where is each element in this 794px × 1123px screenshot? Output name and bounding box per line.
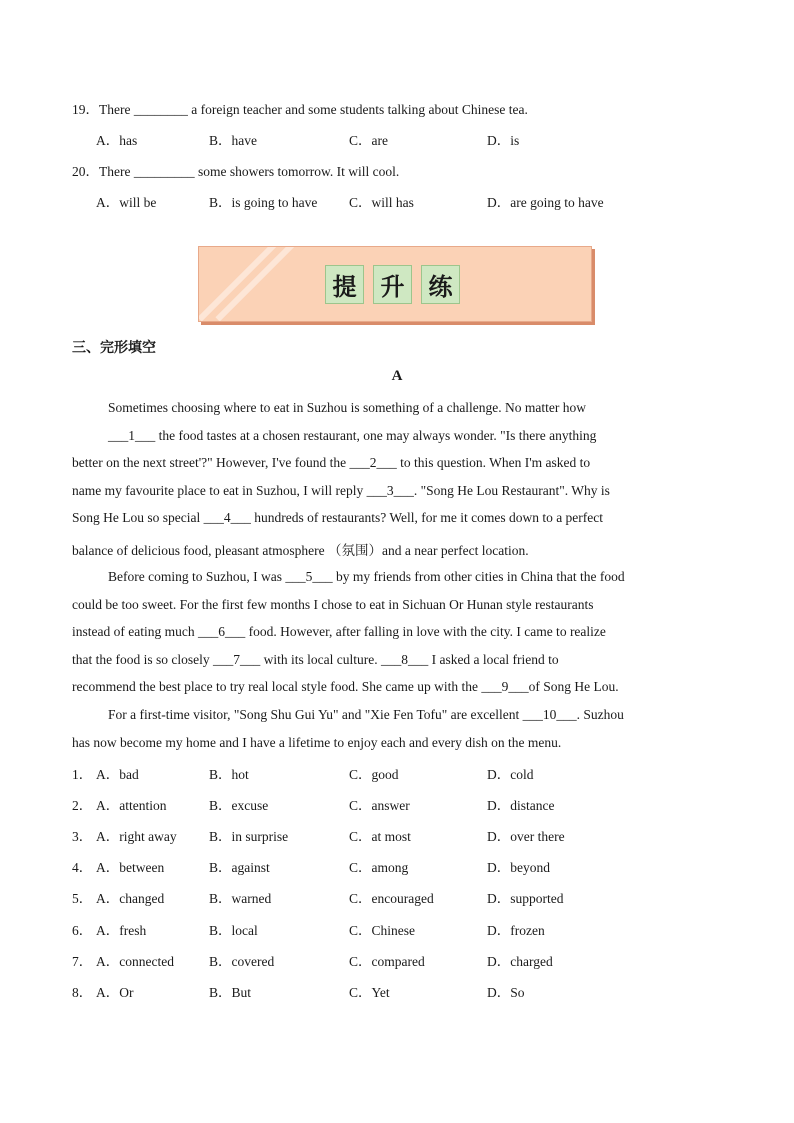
passage-line: better on the next street'?" However, I've found the ___2___ to this question. When I'm asked to bbox=[72, 455, 591, 470]
passage-line: Sometimes choosing where to eat in Suzhou is something of a challenge. No matter how bbox=[108, 400, 587, 415]
question-20-stem: 20．There _________ some showers tomorrow. It will cool. bbox=[72, 164, 400, 179]
passage-line: name my favourite place to eat in Suzhou, I will reply ___3___. "Song He Lou Restaurant". Why is bbox=[72, 483, 610, 498]
option-b[interactable]: B．is going to have bbox=[209, 195, 318, 210]
cloze-option-c[interactable]: C．Yet bbox=[349, 985, 390, 1000]
option-c[interactable]: C．are bbox=[349, 133, 388, 148]
cloze-option-d[interactable]: D．frozen bbox=[487, 923, 545, 938]
cloze-option-a[interactable]: A．Or bbox=[96, 985, 134, 1000]
passage-line: ___1___ the food tastes at a chosen restaurant, one may always wonder. "Is there anything bbox=[108, 428, 597, 443]
cloze-option-b[interactable]: B．local bbox=[209, 923, 258, 938]
cloze-option-d[interactable]: D．beyond bbox=[487, 860, 550, 875]
cloze-option-c[interactable]: C．answer bbox=[349, 798, 410, 813]
banner-char: 升 bbox=[373, 265, 412, 304]
cloze-question-number: 6． bbox=[72, 923, 93, 938]
cloze-option-d[interactable]: D．supported bbox=[487, 891, 564, 906]
cloze-option-b[interactable]: B．hot bbox=[209, 767, 249, 782]
option-c[interactable]: C．will has bbox=[349, 195, 414, 210]
cloze-option-b[interactable]: B．excuse bbox=[209, 798, 269, 813]
cloze-option-b[interactable]: B．covered bbox=[209, 954, 275, 969]
passage-line: recommend the best place to try real local style food. She came up with the ___9___of Song He Lou. bbox=[72, 679, 619, 694]
cloze-option-a[interactable]: A．fresh bbox=[96, 923, 147, 938]
passage-line: could be too sweet. For the first few months I chose to eat in Sichuan Or Hunan style restaurants bbox=[72, 597, 594, 612]
cloze-option-c[interactable]: C．encouraged bbox=[349, 891, 434, 906]
banner-char: 提 bbox=[325, 265, 364, 304]
question-19-stem: 19．There ________ a foreign teacher and some students talking about Chinese tea. bbox=[72, 102, 528, 117]
cloze-question-number: 4． bbox=[72, 860, 93, 875]
option-a[interactable]: A．will be bbox=[96, 195, 157, 210]
cloze-option-a[interactable]: A．right away bbox=[96, 829, 177, 844]
cloze-option-a[interactable]: A．between bbox=[96, 860, 165, 875]
passage-line: instead of eating much ___6___ food. However, after falling in love with the city. I came to realize bbox=[72, 624, 606, 639]
passage-line: that the food is so closely ___7___ with its local culture. ___8___ I asked a local friend to bbox=[72, 652, 559, 667]
cloze-option-d[interactable]: D．So bbox=[487, 985, 525, 1000]
cloze-option-c[interactable]: C．Chinese bbox=[349, 923, 415, 938]
cloze-option-b[interactable]: B．against bbox=[209, 860, 270, 875]
section-heading: 三、完形填空 bbox=[72, 340, 156, 356]
cloze-question-number: 2． bbox=[72, 798, 93, 813]
cloze-option-b[interactable]: B．warned bbox=[209, 891, 272, 906]
cloze-option-c[interactable]: C．at most bbox=[349, 829, 411, 844]
cloze-question-number: 3． bbox=[72, 829, 93, 844]
option-d[interactable]: D．is bbox=[487, 133, 520, 148]
cloze-option-a[interactable]: A．bad bbox=[96, 767, 139, 782]
passage-line: has now become my home and I have a lifetime to enjoy each and every dish on the menu. bbox=[72, 735, 562, 750]
cloze-question-number: 7． bbox=[72, 954, 93, 969]
cloze-question-number: 1． bbox=[72, 767, 93, 782]
cloze-question-number: 8． bbox=[72, 985, 93, 1000]
cloze-option-d[interactable]: D．over there bbox=[487, 829, 565, 844]
cloze-option-d[interactable]: D．distance bbox=[487, 798, 555, 813]
cloze-option-a[interactable]: A．changed bbox=[96, 891, 165, 906]
passage-line: For a first-time visitor, "Song Shu Gui Yu" and "Xie Fen Tofu" are excellent ___10___. Suzhou bbox=[108, 707, 624, 722]
option-b[interactable]: B．have bbox=[209, 133, 257, 148]
option-d[interactable]: D．are going to have bbox=[487, 195, 604, 210]
option-a[interactable]: A．has bbox=[96, 133, 138, 148]
cloze-option-d[interactable]: D．charged bbox=[487, 954, 553, 969]
cloze-option-c[interactable]: C．compared bbox=[349, 954, 425, 969]
cloze-option-a[interactable]: A．connected bbox=[96, 954, 174, 969]
cloze-option-a[interactable]: A．attention bbox=[96, 798, 167, 813]
passage-line: balance of delicious food, pleasant atmosphere （氛围）and a near perfect location. bbox=[72, 543, 529, 558]
cloze-option-c[interactable]: C．good bbox=[349, 767, 399, 782]
cloze-option-b[interactable]: B．in surprise bbox=[209, 829, 289, 844]
passage-title: A bbox=[391, 368, 403, 384]
cloze-option-b[interactable]: B．But bbox=[209, 985, 252, 1000]
section-banner bbox=[198, 246, 592, 322]
banner-char: 练 bbox=[421, 265, 460, 304]
passage-line: Song He Lou so special ___4___ hundreds of restaurants? Well, for me it comes down to a perfect bbox=[72, 510, 604, 525]
cloze-question-number: 5． bbox=[72, 891, 93, 906]
passage-line: Before coming to Suzhou, I was ___5___ by my friends from other cities in China that the food bbox=[108, 569, 625, 584]
cloze-option-d[interactable]: D．cold bbox=[487, 767, 534, 782]
cloze-option-c[interactable]: C．among bbox=[349, 860, 409, 875]
